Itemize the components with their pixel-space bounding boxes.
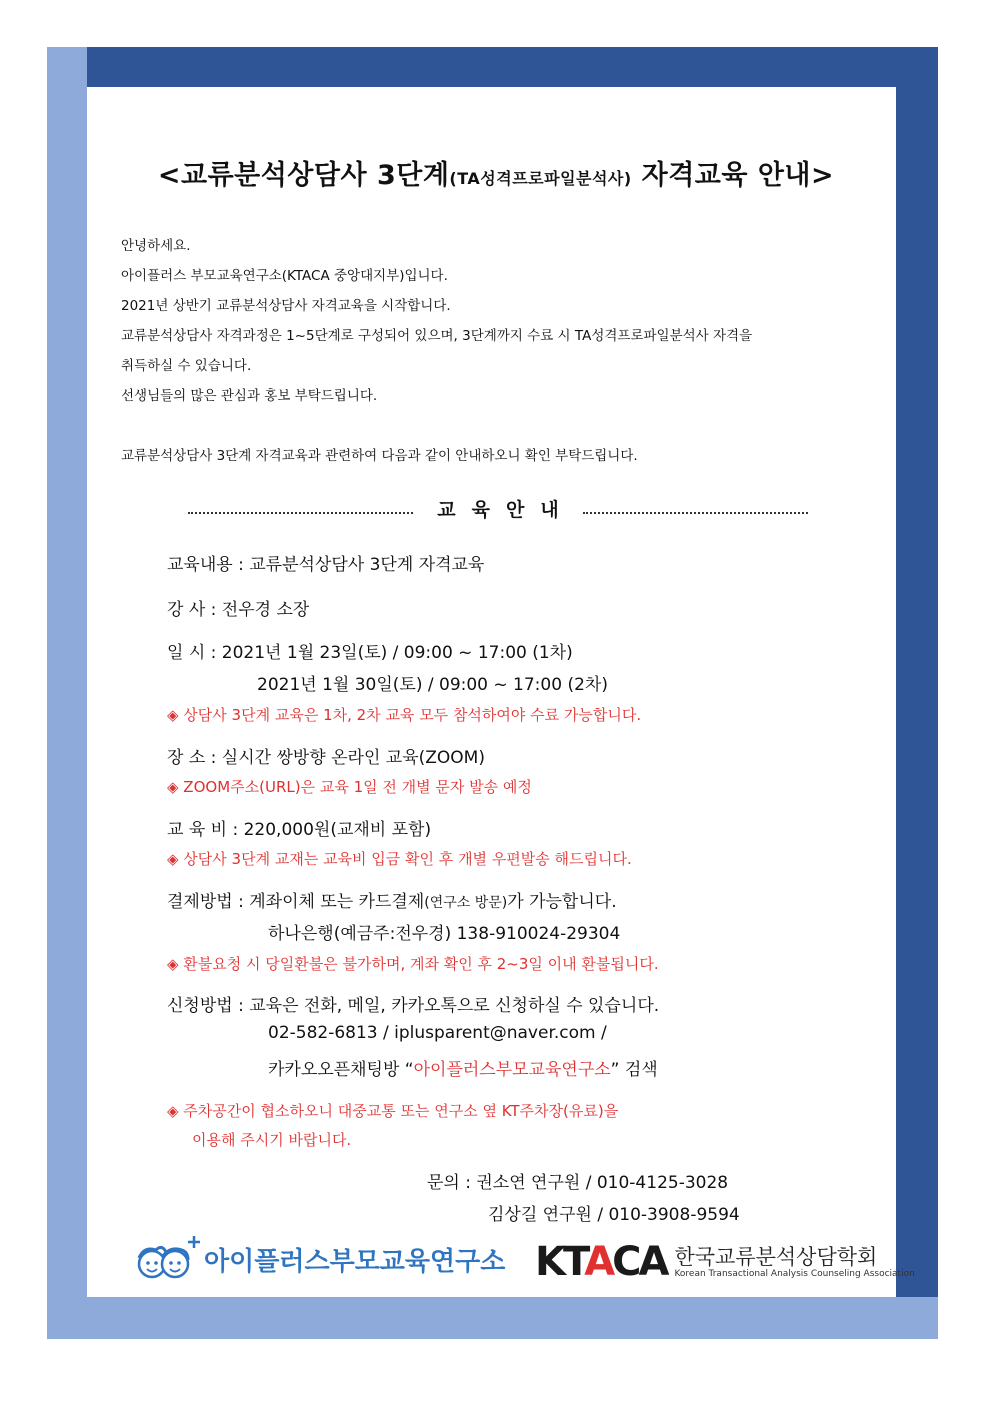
detail-apply: 신청방법 : 교육은 전화, 메일, 카카오톡으로 신청하실 수 있습니다. [167,996,660,1016]
dotted-rule [188,502,413,514]
frame-left-border [47,47,87,1339]
intro-line: 선생님들의 많은 관심과 홍보 부탁드립니다. [121,388,378,404]
intro-text [121,231,881,471]
frame-top-border [47,47,938,87]
association-name: 한국교류분석상담학회 Korean Transactional Analysis Counseling Association [674,1245,915,1279]
frame-bottom-border [47,1297,938,1339]
ktaca-logo [535,1239,915,1285]
children-logo-icon [130,1234,200,1284]
fee-note: ◈ 상담사 3단계 교재는 교육비 입금 확인 후 개별 우편발송 해드립니다. [167,850,632,868]
section-label: 교육안내 [437,498,575,521]
intro-line: 교류분석상담사 3단계 자격교육과 관련하여 다음과 같이 안내하오니 확인 부탁드립니다. [121,448,638,464]
kakao-channel: 카카오오픈채팅방 “아이플러스부모교육연구소” 검색 [268,1060,658,1080]
detail-payment: 결제방법 : 계좌이체 또는 카드결제(연구소 방문)가 가능합니다. [167,892,617,912]
dotted-rule [583,502,808,514]
footer-logos [130,1232,915,1292]
intro-line: 2021년 상반기 교류분석상담사 자격교육을 시작합니다. [121,298,451,314]
detail-instructor: 강 사 : 전우경 소장 [167,600,310,620]
inquiry-2: 김상길 연구원 / 010-3908-9594 [488,1205,740,1225]
intro-line: 취득하실 수 있습니다. [121,358,252,374]
detail-fee: 교 육 비 : 220,000원(교재비 포함) [167,820,432,840]
frame-right-border [896,47,938,1339]
parking-note-2: 이용해 주시기 바랍니다. [192,1131,352,1149]
contact-info: 02-582-6813 / iplusparent@naver.com / [268,1023,607,1043]
intro-line: 안녕하세요. [121,238,191,254]
inquiry-1: 문의 : 권소연 연구원 / 010-4125-3028 [427,1173,729,1193]
parking-note-1: ◈ 주차공간이 협소하오니 대중교통 또는 연구소 옆 KT주차장(유료)을 [167,1102,619,1120]
detail-place: 장 소 : 실시간 쌍방향 온라인 교육(ZOOM) [167,748,485,768]
intro-line: 교류분석상담사 자격과정은 1~5단계로 구성되어 있으며, 3단계까지 수료 시 TA성격프로파일분석사 자격을 [121,328,753,344]
detail-date-2: 2021년 1월 30일(토) / 09:00 ~ 17:00 (2차) [257,675,608,695]
intro-line [121,411,881,441]
iplus-logo [130,1234,505,1284]
detail-date-1: 일 시 : 2021년 1월 23일(토) / 09:00 ~ 17:00 (1차) [167,643,573,663]
place-note: ◈ ZOOM주소(URL)은 교육 1일 전 개별 문자 발송 예정 [167,778,532,796]
bank-account: 하나은행(예금주:전우경) 138-910024-29304 [268,924,621,944]
frame-corner [896,1297,938,1339]
institute-name: 아이플러스부모교육연구소 [204,1246,506,1277]
section-header [188,495,808,521]
refund-note: ◈ 환불요청 시 당일환불은 불가하며, 계좌 확인 후 2~3일 이내 환불됩니다. [167,955,659,973]
ktaca-wordmark: KTACA [535,1239,667,1285]
date-note: ◈ 상담사 3단계 교육은 1차, 2차 교육 모두 참석하여야 수료 가능합니다. [167,706,642,724]
detail-content: 교육내용 : 교류분석상담사 3단계 자격교육 [167,555,485,575]
page-title: <교류분석상담사 3단계(TA성격프로파일분석사) 자격교육 안내> [157,160,835,191]
intro-line: 아이플러스 부모교육연구소(KTACA 중앙대지부)입니다. [121,268,448,284]
